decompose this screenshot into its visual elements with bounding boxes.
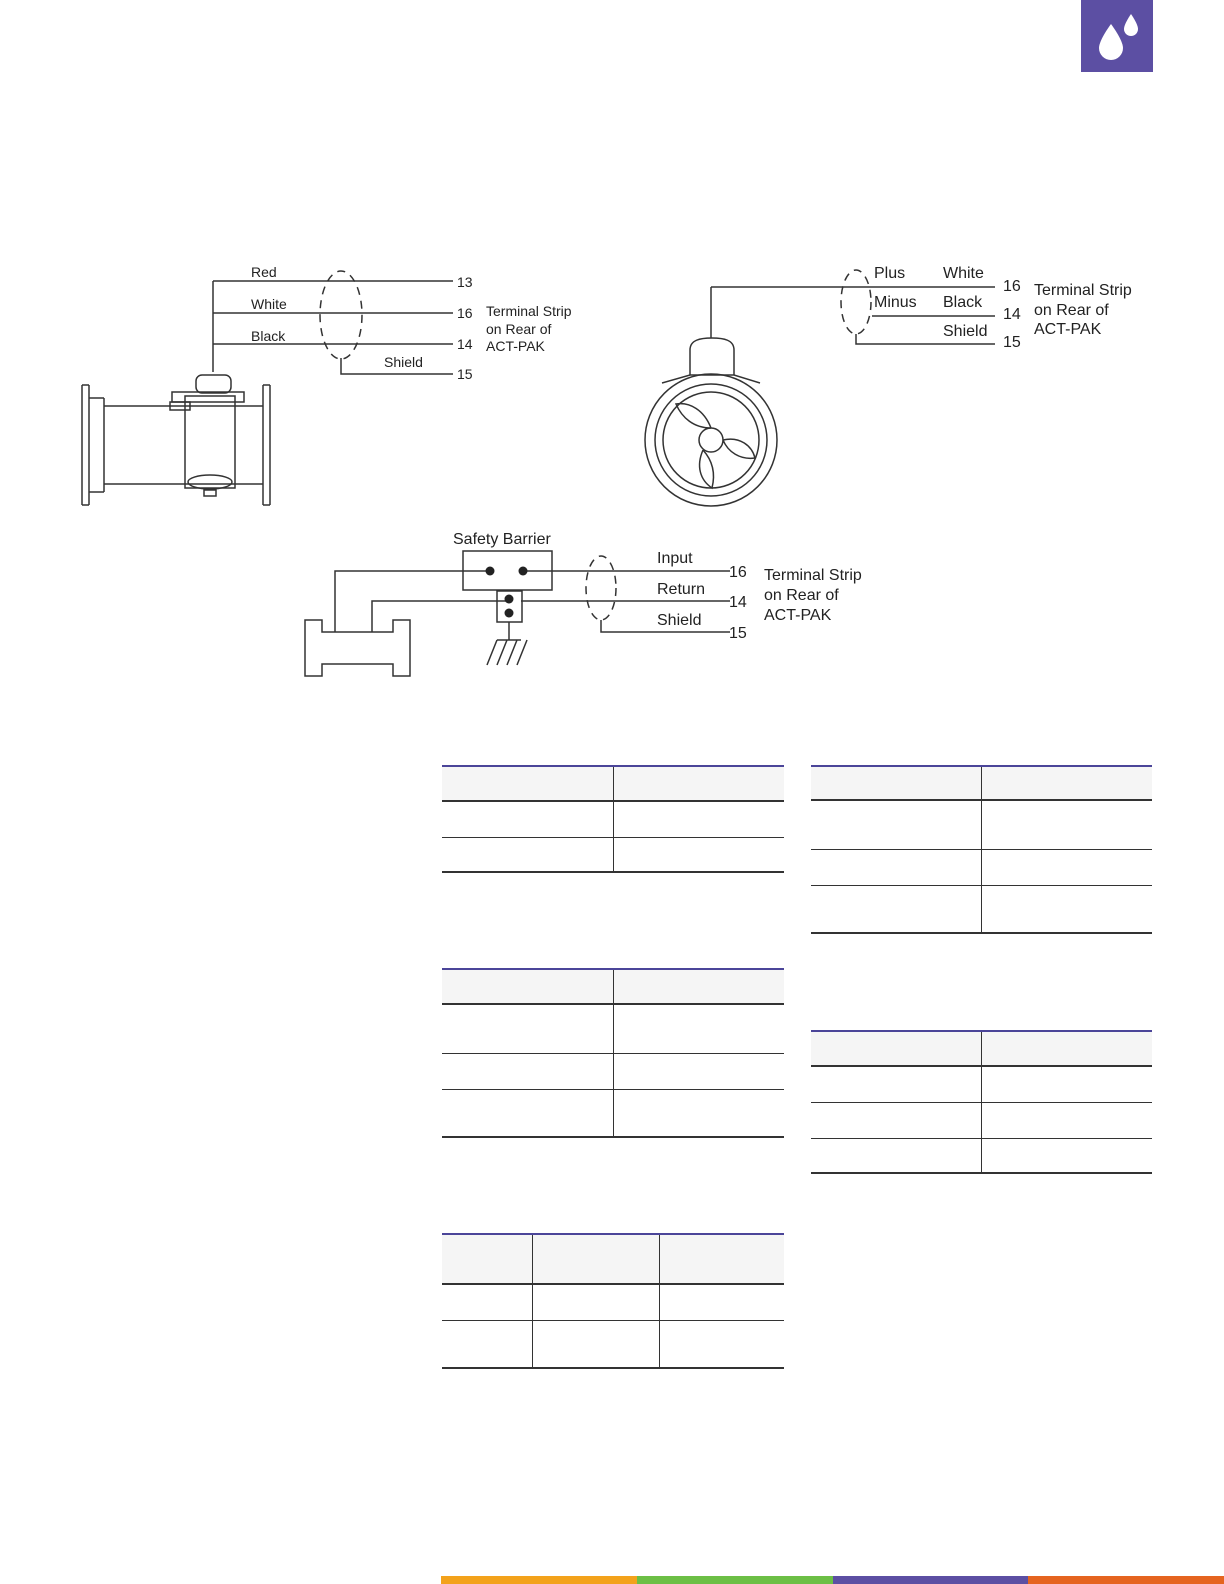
table-header-cell (613, 766, 784, 801)
table-header-cell (811, 1031, 981, 1066)
shield-label: Shield (943, 323, 988, 340)
wire-label-return: Return (657, 581, 706, 598)
terminal-strip-label: Terminal Strip (764, 567, 862, 584)
wire-label-black: Black (943, 294, 983, 311)
terminal-number: 14 (457, 336, 473, 352)
footer-segment-red-orange (1028, 1576, 1224, 1584)
footer-segment-purple (833, 1576, 1029, 1584)
terminal-number: 14 (1003, 306, 1021, 323)
table-row (811, 849, 1152, 885)
terminal-number: 13 (457, 274, 473, 290)
table-header-cell (981, 1031, 1152, 1066)
table-header-cell (613, 969, 784, 1004)
table-row (442, 1004, 784, 1053)
table-header-cell (532, 1234, 659, 1284)
terminal-strip-label: ACT-PAK (486, 338, 545, 354)
wiring-diagrams (0, 0, 1224, 720)
table-row (442, 1320, 784, 1368)
wire-label-input: Input (657, 550, 693, 567)
terminal-strip-label: ACT-PAK (764, 607, 832, 624)
terminal-strip-label: Terminal Strip (486, 303, 572, 319)
table-row (811, 1102, 1152, 1138)
table-row (811, 1066, 1152, 1102)
table-row (442, 1053, 784, 1089)
polarity-label-plus: Plus (874, 265, 906, 282)
table-header-cell (659, 1234, 784, 1284)
wire-label-red: Red (251, 264, 277, 280)
wire-label-white: White (943, 265, 984, 282)
table-row (811, 885, 1152, 933)
wire-label-black: Black (251, 328, 286, 344)
table-header-cell (811, 766, 981, 800)
table-row (442, 801, 784, 837)
shield-label: Shield (384, 354, 423, 370)
table-row (811, 800, 1152, 849)
wire-label-white: White (251, 296, 287, 312)
spec-table-e (811, 1030, 1152, 1174)
terminal-strip-label: ACT-PAK (1034, 321, 1102, 338)
terminal-number: 14 (729, 594, 747, 611)
table-row (442, 837, 784, 872)
turbine-meter-drawing (82, 375, 270, 505)
terminal-strip-label: on Rear of (1034, 302, 1109, 319)
wire-label-shield: Shield (657, 612, 702, 629)
footer-segment-orange (441, 1576, 637, 1584)
table-header-cell (442, 1234, 532, 1284)
terminal-strip-label: Terminal Strip (1034, 282, 1132, 299)
table-header-cell (442, 969, 613, 1004)
spec-table-c (442, 1233, 784, 1369)
terminal-number: 16 (1003, 278, 1021, 295)
footer-segment-green (637, 1576, 833, 1584)
terminal-number: 15 (729, 625, 747, 642)
table-row (442, 1284, 784, 1320)
terminal-number: 16 (729, 564, 747, 581)
terminal-strip-label: on Rear of (764, 587, 839, 604)
safety-barrier-label: Safety Barrier (453, 531, 551, 548)
terminal-strip-label: on Rear of (486, 321, 552, 337)
table-header-cell (442, 766, 613, 801)
terminal-number: 16 (457, 305, 473, 321)
footer-color-bar (441, 1576, 1224, 1584)
polarity-label-minus: Minus (874, 294, 917, 311)
table-row (811, 1138, 1152, 1173)
table-header-cell (981, 766, 1152, 800)
table-row (442, 1089, 784, 1137)
spec-table-b (442, 968, 784, 1138)
spec-table-a (442, 765, 784, 873)
spec-table-d (811, 765, 1152, 934)
terminal-number: 15 (1003, 334, 1021, 351)
terminal-number: 15 (457, 366, 473, 382)
